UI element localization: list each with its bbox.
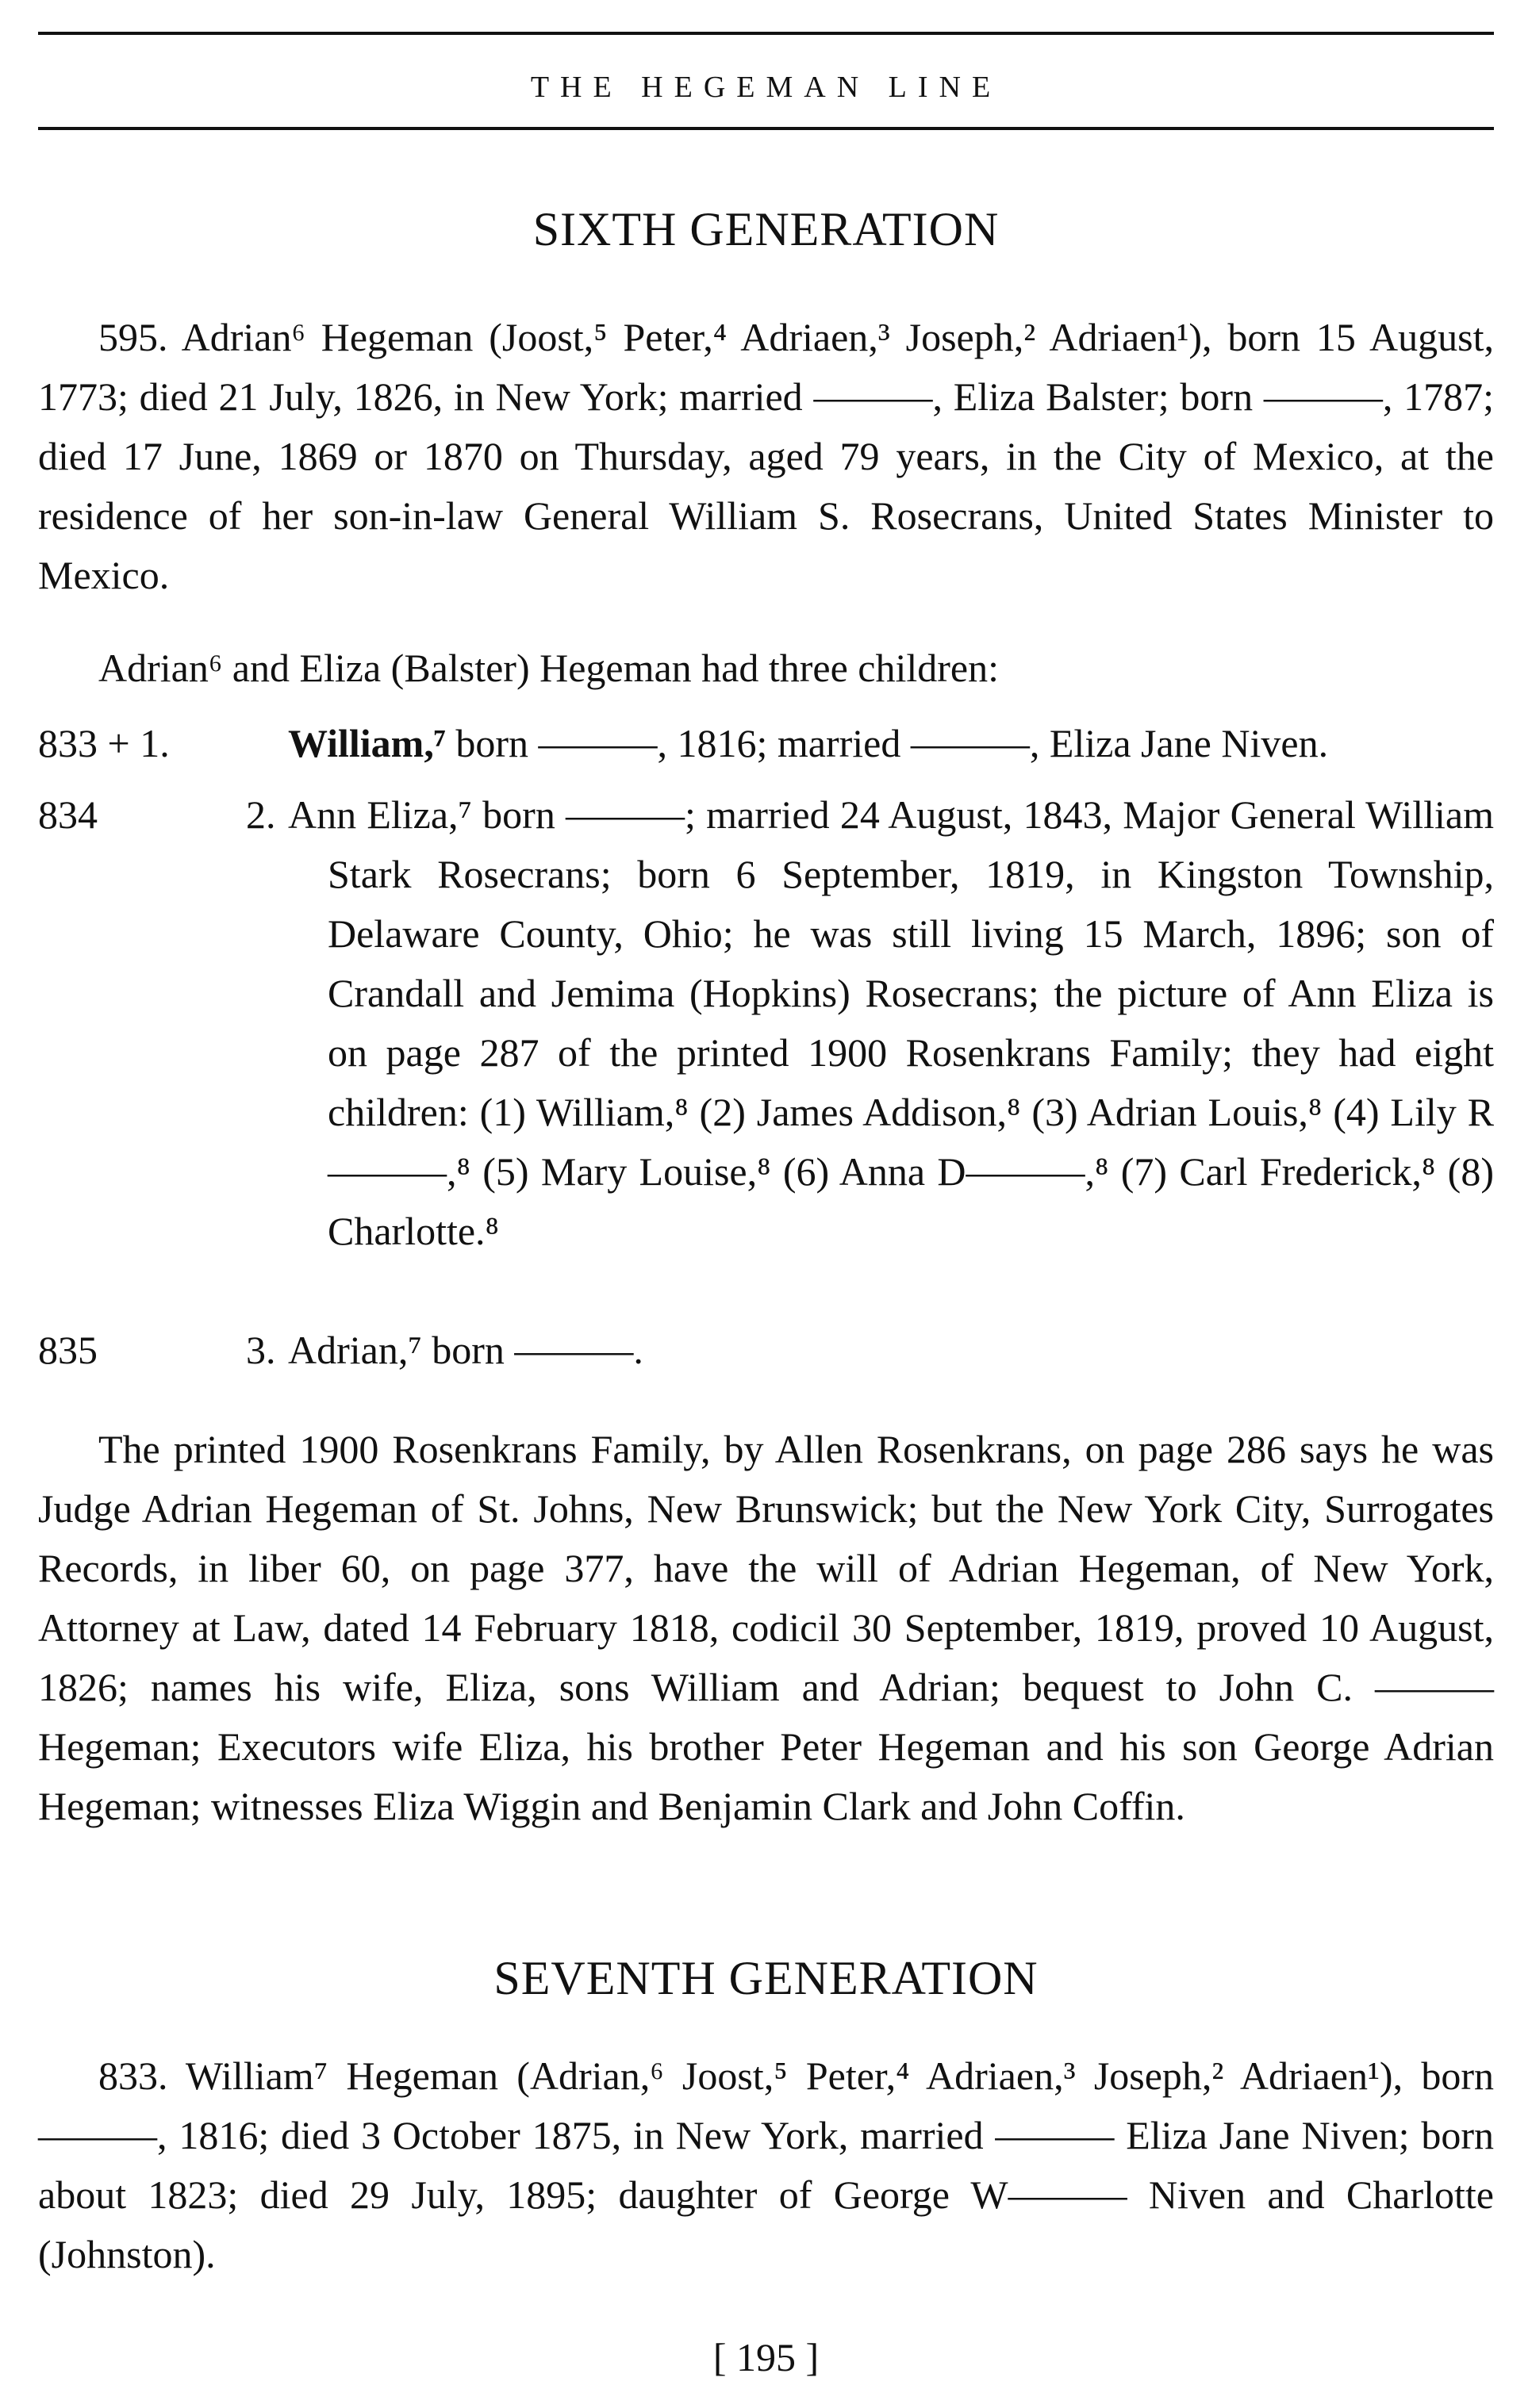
top-rule: [38, 32, 1494, 35]
page-number: [ 195 ]: [712, 2335, 820, 2379]
entry-595-paragraph: 595. Adrian⁶ Hegeman (Joost,⁵ Peter,⁴ Adriaen,³ Joseph,² Adriaen¹), born 15 August, 1773; died 21 July, 1826, in New York; married ———, Eliza Balster; born ———, 1787; died 17 June, 1869 or 1870 on Thursday, aged 79 years, in the City of Mexico, at the residence of her son-in-law General William S. Rosecrans, United States Minister to Mexico.: [38, 315, 1494, 597]
section-title-sixth-generation: SIXTH GENERATION: [532, 203, 1000, 255]
section-title-seventh-generation: SEVENTH GENERATION: [493, 1952, 1039, 2004]
child-text: Adrian,⁷ born ———.: [288, 1328, 643, 1372]
child-number: 833 + 1.: [38, 721, 170, 765]
child-name: William,⁷: [288, 721, 446, 765]
child-number: 835: [38, 1328, 98, 1372]
entry-833-paragraph: 833. William⁷ Hegeman (Adrian,⁶ Joost,⁵ Peter,⁴ Adriaen,³ Joseph,² Adriaen¹), born ———, 1816; died 3 October 1875, in New York, married ——— Eliza Jane Niven; born about 1823; died 29 July, 1895; daughter of George W——— Niven and Charlotte (Johnston).: [38, 2053, 1494, 2276]
child-details: born ———, 1816; married ———, Eliza Jane Niven.: [445, 721, 1329, 765]
child-number: 834: [38, 792, 98, 837]
rosenkrans-note-paragraph: The printed 1900 Rosenkrans Family, by Allen Rosenkrans, on page 286 says he was Judge Adrian Hegeman of St. Johns, New Brunswick; but the New York City, Surrogates Records, in liber 60, on page 377, have the will of Adrian Hegeman, of New York, Attorney at Law, dated 14 February 1818, codicil 30 September, 1819, proved 10 August, 1826; names his wife, Eliza, sons William and Adrian; bequest to John C. ——— Hegeman; Executors wife Eliza, his brother Peter Hegeman and his son George Adrian Hegeman; witnesses Eliza Wiggin and Benjamin Clark and John Coffin.: [38, 1427, 1494, 1828]
child-text: [288, 714, 1494, 773]
child-ordinal: 3.: [246, 1328, 276, 1372]
running-head: THE HEGEMAN LINE: [530, 71, 1002, 104]
child-text: Ann Eliza,⁷ born ———; married 24 August, 1843, Major General William Stark Rosecrans; born 6 September, 1819, in Kingston Township, Delaware County, Ohio; he was still living 15 March, 1896; son of Crandall and Jemima (Hopkins) Rosecrans; the picture of Ann Eliza is on page 287 of the printed 1900 Rosenkrans Family; they had eight children: (1) William,⁸ (2) James Addison,⁸ (3) Adrian Louis,⁸ (4) Lily R———,⁸ (5) Mary Louise,⁸ (6) Anna D———,⁸ (7) Carl Frederick,⁸ (8) Charlotte.⁸: [288, 792, 1494, 1253]
children-intro: Adrian⁶ and Eliza (Balster) Hegeman had three children:: [98, 646, 1000, 690]
header-rule: [38, 127, 1494, 130]
child-ordinal: 2.: [246, 792, 276, 837]
